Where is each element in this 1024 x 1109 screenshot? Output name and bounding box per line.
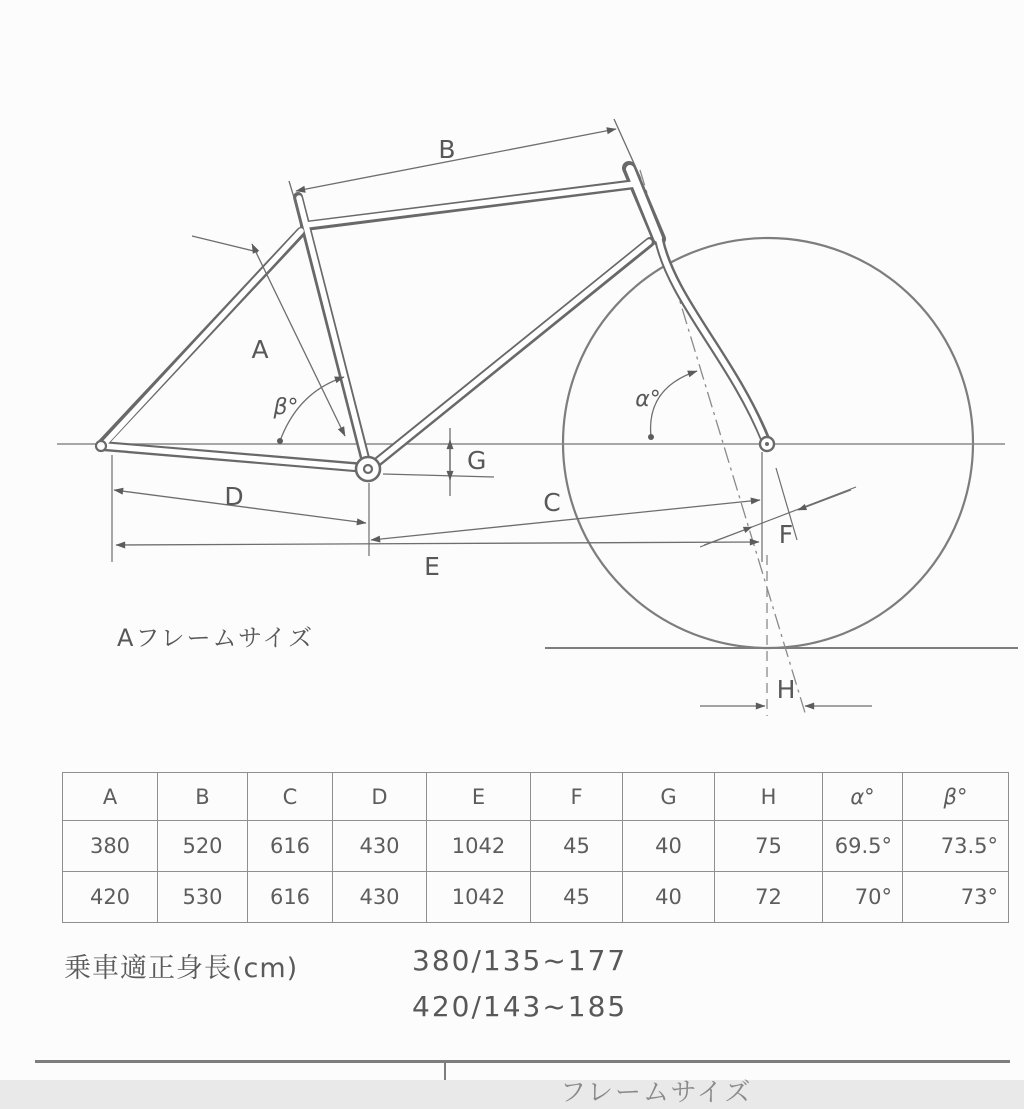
table-cell: 520 bbox=[158, 821, 248, 872]
table-cell: 40 bbox=[623, 821, 715, 872]
table-cell: 430 bbox=[333, 872, 427, 923]
table-header-alpha: α° bbox=[823, 773, 903, 821]
rider-height-label: 乗車適正身長(cm) bbox=[64, 953, 299, 984]
table-cell: 75 bbox=[715, 821, 823, 872]
dimension-e bbox=[116, 542, 759, 545]
table-cell: 72 bbox=[715, 872, 823, 923]
dim-label-g: G bbox=[467, 446, 487, 475]
table-cell: 430 bbox=[333, 821, 427, 872]
table-header-a: A bbox=[63, 773, 158, 821]
table-header-h: H bbox=[715, 773, 823, 821]
dim-label-b: B bbox=[438, 135, 456, 164]
table-cell: 616 bbox=[248, 872, 333, 923]
geometry-table bbox=[62, 772, 1009, 923]
table-cell: 1042 bbox=[427, 821, 531, 872]
rear-dropout bbox=[96, 441, 106, 451]
table-cell: 530 bbox=[158, 872, 248, 923]
dim-label-e: E bbox=[424, 552, 440, 581]
bottom-table-divider bbox=[444, 1060, 446, 1080]
dim-label-c: C bbox=[543, 488, 561, 517]
extension-lines bbox=[112, 452, 762, 562]
table-cell: 616 bbox=[248, 821, 333, 872]
bicycle-frame-outline bbox=[96, 168, 774, 481]
table-header-row bbox=[63, 773, 1009, 821]
table-header-e: E bbox=[427, 773, 531, 821]
table-cell: 40 bbox=[623, 872, 715, 923]
table-header-d: D bbox=[333, 773, 427, 821]
table-cell: 70° bbox=[823, 872, 903, 923]
bottom-table-top-border bbox=[35, 1060, 1010, 1063]
dimension-c bbox=[371, 500, 760, 540]
table-cell: 73° bbox=[903, 872, 1009, 923]
angle-label-alpha: α° bbox=[635, 387, 661, 412]
table-header-beta: β° bbox=[903, 773, 1009, 821]
rider-height-380: 380/135~177 bbox=[412, 944, 628, 977]
rider-height-420: 420/143~185 bbox=[412, 990, 628, 1023]
dim-label-f: F bbox=[778, 520, 794, 549]
angle-label-beta: β° bbox=[273, 395, 299, 420]
table-header-f: F bbox=[531, 773, 623, 821]
table-header-c: C bbox=[248, 773, 333, 821]
table-row-420 bbox=[63, 872, 1009, 923]
table-cell: 45 bbox=[531, 872, 623, 923]
table-cell: 69.5° bbox=[823, 821, 903, 872]
diagram-caption: Aフレームサイズ bbox=[117, 624, 315, 652]
dimension-b bbox=[289, 119, 641, 214]
dim-label-a: A bbox=[251, 335, 269, 364]
bottom-bracket bbox=[356, 457, 380, 481]
dim-label-d: D bbox=[224, 482, 244, 511]
bottom-table-partial-text: フレームサイズ bbox=[560, 1078, 753, 1108]
table-cell: 380 bbox=[63, 821, 158, 872]
table-row-380 bbox=[63, 821, 1009, 872]
table-cell: 1042 bbox=[427, 872, 531, 923]
table-cell: 45 bbox=[531, 821, 623, 872]
table-cell: 73.5° bbox=[903, 821, 1009, 872]
table-header-g: G bbox=[623, 773, 715, 821]
dim-label-h: H bbox=[776, 675, 796, 704]
table-cell: 420 bbox=[63, 872, 158, 923]
table-header-b: B bbox=[158, 773, 248, 821]
